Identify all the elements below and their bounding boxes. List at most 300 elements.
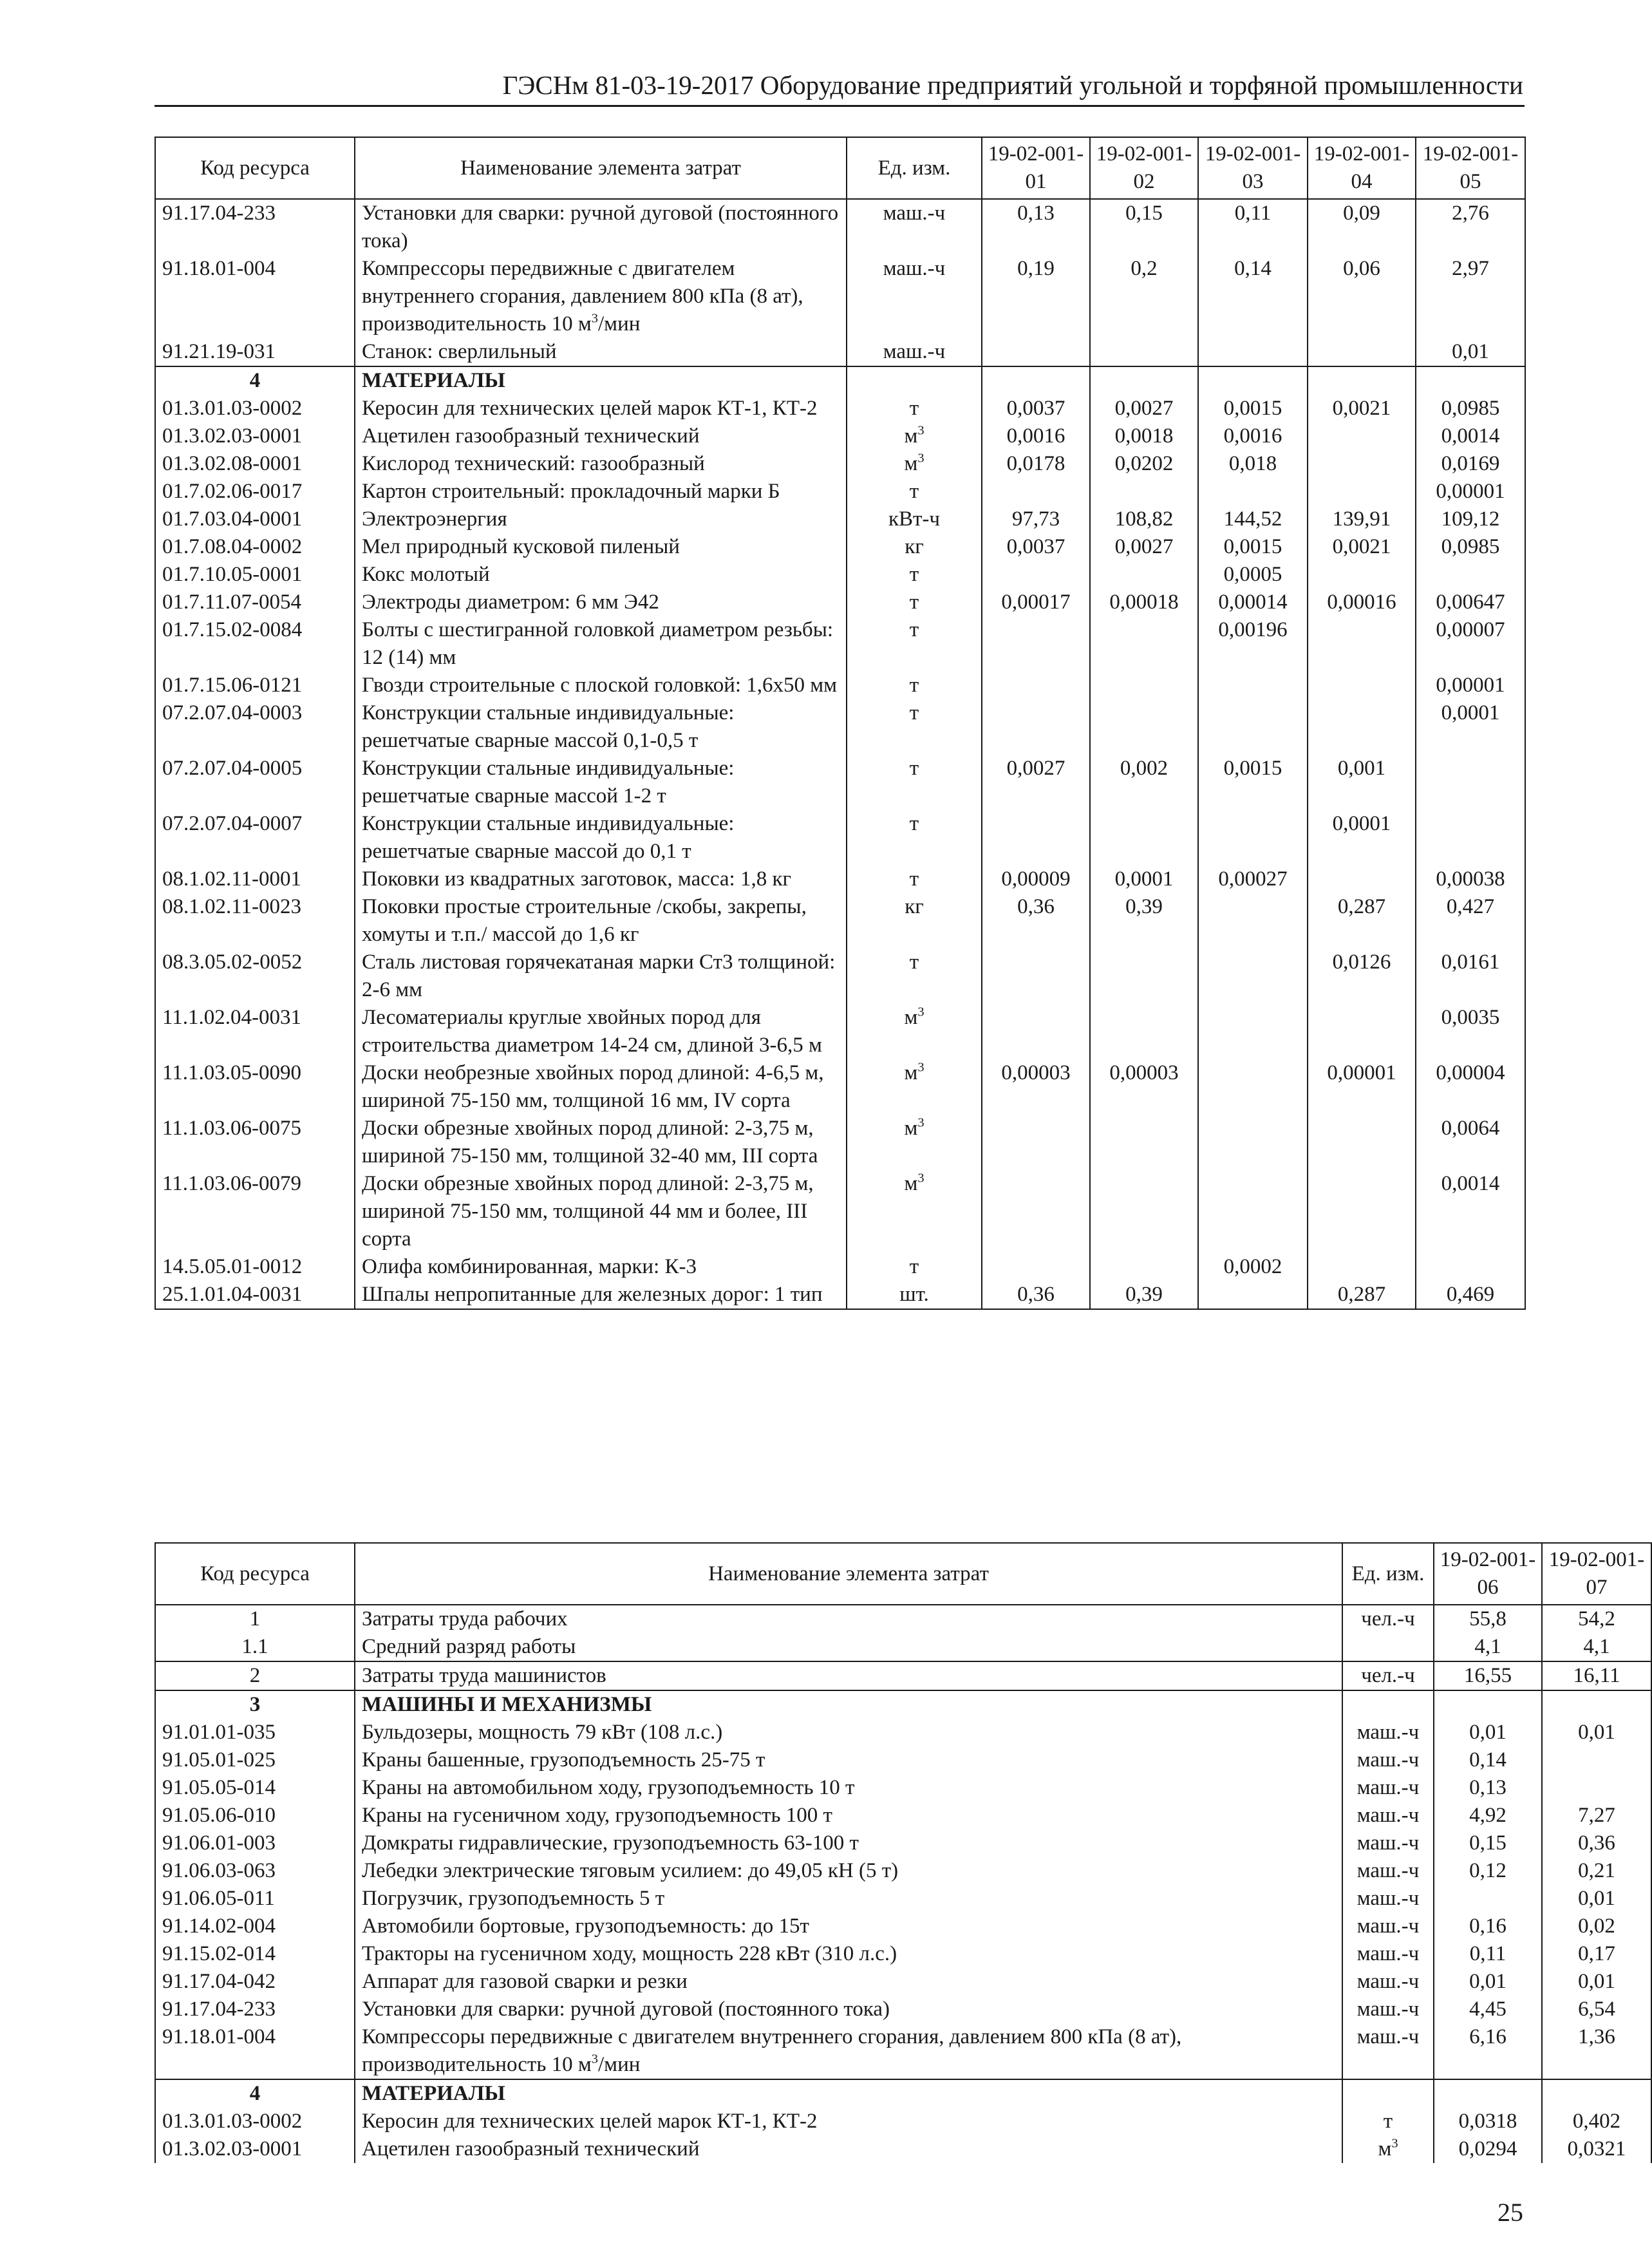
value-cell: 0,0002 xyxy=(1198,1253,1308,1281)
resource-code-cell: 07.2.07.04-0003 xyxy=(155,699,355,755)
value-cell xyxy=(1198,810,1308,865)
table-row xyxy=(155,199,1525,255)
resource-name-cell: Кокс молотый xyxy=(355,561,847,589)
resource-name-cell: Лесоматериалы круглые хвойных пород для строительства диаметром 14-24 см, длиной 3-6,5 м xyxy=(355,1004,847,1059)
unit-cell: маш.-ч xyxy=(1342,1719,1434,1746)
value-cell: 0,0014 xyxy=(1416,422,1525,450)
value-cell xyxy=(1198,366,1308,395)
table-row xyxy=(155,255,1525,338)
value-cell: 0,02 xyxy=(1542,1913,1651,1940)
unit-cell: чел.-ч xyxy=(1342,1605,1434,1633)
column-header: 19-02-001-05 xyxy=(1416,137,1525,199)
column-header: Ед. изм. xyxy=(1342,1543,1434,1605)
value-cell: 0,01 xyxy=(1434,1719,1542,1746)
value-cell xyxy=(1308,1004,1416,1059)
resource-name-cell: Тракторы на гусеничном ходу, мощность 228 кВт (310 л.с.) xyxy=(355,1940,1342,1968)
resource-name-cell: Аппарат для газовой сварки и резки xyxy=(355,1968,1342,1996)
table-row xyxy=(155,1281,1525,1309)
resource-name-cell: Автомобили бортовые, грузоподъемность: до 15т xyxy=(355,1913,1342,1940)
table-row xyxy=(155,1857,1651,1885)
table-row xyxy=(155,1633,1651,1661)
resource-name-cell: Керосин для технических целей марок КТ-1, КТ-2 xyxy=(355,395,847,422)
table-row xyxy=(155,1605,1651,1633)
page-number: 25 xyxy=(1497,2198,1523,2227)
page-header-title: ГЭСНм 81-03-19-2017 Оборудование предприятий угольной и торфяной промышленности xyxy=(502,70,1523,100)
value-cell: 0,0161 xyxy=(1416,949,1525,1004)
value-cell xyxy=(982,810,1090,865)
value-cell xyxy=(1434,2079,1542,2108)
value-cell xyxy=(1198,478,1308,506)
table-row xyxy=(155,1968,1651,1996)
unit-cell: чел.-ч xyxy=(1342,1661,1434,1690)
resource-name-cell: МАШИНЫ И МЕХАНИЗМЫ xyxy=(355,1690,1342,1719)
resource-code-cell: 91.05.01-025 xyxy=(155,1746,355,1774)
resource-name-cell: Бульдозеры, мощность 79 кВт (108 л.с.) xyxy=(355,1719,1342,1746)
value-cell xyxy=(982,1115,1090,1170)
value-cell: 0,19 xyxy=(982,255,1090,338)
resource-code-cell: 01.7.08.04-0002 xyxy=(155,533,355,561)
value-cell: 0,2 xyxy=(1090,255,1198,338)
resource-name-cell: Краны на гусеничном ходу, грузоподъемность 100 т xyxy=(355,1802,1342,1829)
resource-name-cell: Лебедки электрические тяговым усилием: до 49,05 кН (5 т) xyxy=(355,1857,1342,1885)
resource-name-cell: Электроды диаметром: 6 мм Э42 xyxy=(355,589,847,616)
value-cell xyxy=(1308,366,1416,395)
value-cell: 144,52 xyxy=(1198,506,1308,533)
value-cell xyxy=(1090,1115,1198,1170)
value-cell: 0,0021 xyxy=(1308,533,1416,561)
value-cell: 0,01 xyxy=(1542,1885,1651,1913)
value-cell: 0,11 xyxy=(1198,199,1308,255)
value-cell xyxy=(982,1253,1090,1281)
value-cell: 16,55 xyxy=(1434,1661,1542,1690)
value-cell xyxy=(982,561,1090,589)
table-row xyxy=(155,1885,1651,1913)
resource-code-cell: 11.1.02.04-0031 xyxy=(155,1004,355,1059)
value-cell: 0,0126 xyxy=(1308,949,1416,1004)
resource-name-cell: Доски обрезные хвойных пород длиной: 2-3,75 м, шириной 75-150 мм, толщиной 44 мм и более, III сорта xyxy=(355,1170,847,1253)
value-cell: 2,97 xyxy=(1416,255,1525,338)
resource-code-cell: 91.06.05-011 xyxy=(155,1885,355,1913)
value-cell: 0,00027 xyxy=(1198,865,1308,893)
value-cell: 0,16 xyxy=(1434,1913,1542,1940)
column-header: Наименование элемента затрат xyxy=(355,137,847,199)
resource-name-cell: МАТЕРИАЛЫ xyxy=(355,2079,1342,2108)
value-cell xyxy=(1198,949,1308,1004)
value-cell: 0,15 xyxy=(1090,199,1198,255)
value-cell: 0,00017 xyxy=(982,589,1090,616)
unit-cell: кг xyxy=(847,533,982,561)
unit-cell: т xyxy=(1342,2108,1434,2135)
resource-code-cell: 01.7.15.06-0121 xyxy=(155,672,355,699)
resource-code-cell: 91.18.01-004 xyxy=(155,255,355,338)
table-row xyxy=(155,672,1525,699)
table-row xyxy=(155,810,1525,865)
value-cell xyxy=(1090,338,1198,366)
table-row xyxy=(155,865,1525,893)
unit-cell: кг xyxy=(847,893,982,949)
value-cell: 4,92 xyxy=(1434,1802,1542,1829)
value-cell: 0,00001 xyxy=(1308,1059,1416,1115)
unit-cell: маш.-ч xyxy=(1342,1996,1434,2023)
unit-cell: т xyxy=(847,810,982,865)
table-row xyxy=(155,893,1525,949)
value-cell xyxy=(1198,1281,1308,1309)
value-cell: 0,0985 xyxy=(1416,533,1525,561)
table-row xyxy=(155,1829,1651,1857)
resource-name-cell: Электроэнергия xyxy=(355,506,847,533)
value-cell xyxy=(982,672,1090,699)
value-cell: 0,0015 xyxy=(1198,395,1308,422)
value-cell: 0,0318 xyxy=(1434,2108,1542,2135)
value-cell xyxy=(1090,478,1198,506)
value-cell xyxy=(1198,1059,1308,1115)
value-cell xyxy=(1434,1690,1542,1719)
resource-code-cell: 01.7.02.06-0017 xyxy=(155,478,355,506)
value-cell xyxy=(1542,2079,1651,2108)
unit-cell: $м^3$ xyxy=(847,1004,982,1059)
resource-name-cell: Мел природный кусковой пиленый xyxy=(355,533,847,561)
table-row xyxy=(155,949,1525,1004)
resource-name-cell: Ацетилен газообразный технический xyxy=(355,2135,1342,2163)
value-cell: 0,0021 xyxy=(1308,395,1416,422)
value-cell xyxy=(982,699,1090,755)
value-cell: 2,76 xyxy=(1416,199,1525,255)
value-cell: 0,0005 xyxy=(1198,561,1308,589)
column-header: 19-02-001-02 xyxy=(1090,137,1198,199)
value-cell: 0,427 xyxy=(1416,893,1525,949)
value-cell: 0,17 xyxy=(1542,1940,1651,1968)
resource-code-cell: 11.1.03.06-0075 xyxy=(155,1115,355,1170)
unit-cell: $м^3$ xyxy=(847,1115,982,1170)
resource-name-cell: Гвозди строительные с плоской головкой: 1,6x50 мм xyxy=(355,672,847,699)
value-cell xyxy=(1308,422,1416,450)
value-cell: 0,00007 xyxy=(1416,616,1525,672)
resource-name-cell: Компрессоры передвижные с двигателем внутреннего сгорания, давлением 800 кПа (8 ат), производительность 10 $м^3$/мин xyxy=(355,255,847,338)
unit-cell: т xyxy=(847,478,982,506)
table-header-row xyxy=(155,137,1525,199)
unit-cell: т xyxy=(847,616,982,672)
resource-code-cell: 2 xyxy=(155,1661,355,1690)
resource-code-cell: 91.06.01-003 xyxy=(155,1829,355,1857)
value-cell xyxy=(1090,1253,1198,1281)
table-header-row xyxy=(155,1543,1651,1605)
value-cell xyxy=(982,616,1090,672)
column-header: 19-02-001-01 xyxy=(982,137,1090,199)
unit-cell: т xyxy=(847,755,982,810)
value-cell xyxy=(1090,1004,1198,1059)
table-row xyxy=(155,1913,1651,1940)
resource-name-cell: Погрузчик, грузоподъемность 5 т xyxy=(355,1885,1342,1913)
value-cell: 0,0016 xyxy=(1198,422,1308,450)
value-cell: 0,00001 xyxy=(1416,672,1525,699)
value-cell xyxy=(982,1004,1090,1059)
value-cell: 16,11 xyxy=(1542,1661,1651,1690)
unit-cell: $м^3$ xyxy=(847,450,982,478)
resource-name-cell: Олифа комбинированная, марки: К-3 xyxy=(355,1253,847,1281)
value-cell xyxy=(1308,865,1416,893)
resource-code-cell: 91.01.01-035 xyxy=(155,1719,355,1746)
value-cell: 0,01 xyxy=(1542,1968,1651,1996)
column-header: Код ресурса xyxy=(155,137,355,199)
resource-code-cell: 11.1.03.05-0090 xyxy=(155,1059,355,1115)
table-row xyxy=(155,450,1525,478)
resource-name-cell: Доски необрезные хвойных пород длиной: 4-6,5 м, шириной 75-150 мм, толщиной 16 мм, IV сорта xyxy=(355,1059,847,1115)
resource-name-cell: Средний разряд работы xyxy=(355,1633,1342,1661)
value-cell xyxy=(1090,1170,1198,1253)
unit-cell: маш.-ч xyxy=(847,199,982,255)
resource-code-cell: 91.17.04-042 xyxy=(155,1968,355,1996)
value-cell: 0,0985 xyxy=(1416,395,1525,422)
value-cell: 0,36 xyxy=(982,1281,1090,1309)
value-cell: 0,0169 xyxy=(1416,450,1525,478)
column-header: 19-02-001-06 xyxy=(1434,1543,1542,1605)
value-cell xyxy=(1308,1115,1416,1170)
table-row xyxy=(155,1170,1525,1253)
resource-name-cell: Краны на автомобильном ходу, грузоподъемность 10 т xyxy=(355,1774,1342,1802)
resource-code-cell: 25.1.01.04-0031 xyxy=(155,1281,355,1309)
resource-table-1 xyxy=(155,137,1526,1310)
value-cell: 0,402 xyxy=(1542,2108,1651,2135)
value-cell xyxy=(1198,672,1308,699)
unit-cell xyxy=(1342,2079,1434,2108)
unit-cell: маш.-ч xyxy=(847,338,982,366)
table-row xyxy=(155,422,1525,450)
value-cell: 54,2 xyxy=(1542,1605,1651,1633)
resource-code-cell: 01.7.10.05-0001 xyxy=(155,561,355,589)
resource-code-cell: 4 xyxy=(155,2079,355,2108)
value-cell xyxy=(1308,561,1416,589)
value-cell: 0,0016 xyxy=(982,422,1090,450)
value-cell: 7,27 xyxy=(1542,1802,1651,1829)
value-cell: 0,09 xyxy=(1308,199,1416,255)
table-row xyxy=(155,1059,1525,1115)
table-row xyxy=(155,2108,1651,2135)
column-header: 19-02-001-04 xyxy=(1308,137,1416,199)
resource-code-cell: 1.1 xyxy=(155,1633,355,1661)
table-row xyxy=(155,1690,1651,1719)
value-cell: 0,0037 xyxy=(982,395,1090,422)
unit-cell: маш.-ч xyxy=(1342,1968,1434,1996)
resource-name-cell: Болты с шестигранной головкой диаметром резьбы: 12 (14) мм xyxy=(355,616,847,672)
unit-cell: т xyxy=(847,865,982,893)
table-row xyxy=(155,1661,1651,1690)
resource-code-cell: 11.1.03.06-0079 xyxy=(155,1170,355,1253)
value-cell: 0,11 xyxy=(1434,1940,1542,1968)
value-cell: 0,0001 xyxy=(1090,865,1198,893)
table-row xyxy=(155,1996,1651,2023)
value-cell: 0,0037 xyxy=(982,533,1090,561)
value-cell xyxy=(1090,561,1198,589)
value-cell xyxy=(1416,810,1525,865)
table-row xyxy=(155,2079,1651,2108)
unit-cell xyxy=(847,366,982,395)
resource-code-cell: 14.5.05.01-0012 xyxy=(155,1253,355,1281)
table-row xyxy=(155,506,1525,533)
resource-code-cell: 01.7.15.02-0084 xyxy=(155,616,355,672)
table-row xyxy=(155,1719,1651,1746)
resource-name-cell: Картон строительный: прокладочный марки Б xyxy=(355,478,847,506)
resource-name-cell: Затраты труда рабочих xyxy=(355,1605,1342,1633)
table-row xyxy=(155,1940,1651,1968)
table-row xyxy=(155,1746,1651,1774)
table-row xyxy=(155,1774,1651,1802)
column-header: Код ресурса xyxy=(155,1543,355,1605)
value-cell xyxy=(1198,1004,1308,1059)
value-cell xyxy=(1416,1253,1525,1281)
value-cell: 0,0018 xyxy=(1090,422,1198,450)
table-row xyxy=(155,699,1525,755)
resource-code-cell: 91.21.19-031 xyxy=(155,338,355,366)
value-cell xyxy=(1416,561,1525,589)
value-cell xyxy=(982,949,1090,1004)
unit-cell: т xyxy=(847,395,982,422)
table-row xyxy=(155,1253,1525,1281)
value-cell: 0,287 xyxy=(1308,1281,1416,1309)
value-cell: 0,0027 xyxy=(982,755,1090,810)
resource-code-cell: 91.17.04-233 xyxy=(155,199,355,255)
value-cell: 0,15 xyxy=(1434,1829,1542,1857)
resource-name-cell: Конструкции стальные индивидуальные: решетчатые сварные массой 0,1-0,5 т xyxy=(355,699,847,755)
value-cell: 97,73 xyxy=(982,506,1090,533)
resource-name-cell: Поковки простые строительные /скобы, закрепы, хомуты и т.п./ массой до 1,6 кг xyxy=(355,893,847,949)
resource-name-cell: Ацетилен газообразный технический xyxy=(355,422,847,450)
unit-cell xyxy=(1342,1633,1434,1661)
column-header: 19-02-001-03 xyxy=(1198,137,1308,199)
value-cell: 0,01 xyxy=(1542,1719,1651,1746)
value-cell: 0,0015 xyxy=(1198,755,1308,810)
value-cell: 0,01 xyxy=(1416,338,1525,366)
resource-code-cell: 91.05.05-014 xyxy=(155,1774,355,1802)
value-cell: 0,0001 xyxy=(1308,810,1416,865)
resource-code-cell: 91.17.04-233 xyxy=(155,1996,355,2023)
table-row xyxy=(155,589,1525,616)
value-cell: 0,00001 xyxy=(1416,478,1525,506)
value-cell xyxy=(1308,616,1416,672)
resource-name-cell: Сталь листовая горячекатаная марки Ст3 толщиной: 2-6 мм xyxy=(355,949,847,1004)
value-cell: 0,36 xyxy=(982,893,1090,949)
value-cell xyxy=(1198,1115,1308,1170)
value-cell xyxy=(1542,1774,1651,1802)
value-cell: 0,0027 xyxy=(1090,533,1198,561)
resource-code-cell: 91.05.06-010 xyxy=(155,1802,355,1829)
value-cell: 0,0202 xyxy=(1090,450,1198,478)
value-cell: 108,82 xyxy=(1090,506,1198,533)
value-cell: 4,1 xyxy=(1434,1633,1542,1661)
resource-code-cell: 01.7.11.07-0054 xyxy=(155,589,355,616)
column-header: 19-02-001-07 xyxy=(1542,1543,1651,1605)
unit-cell xyxy=(1342,1690,1434,1719)
value-cell: 0,36 xyxy=(1542,1829,1651,1857)
value-cell: 0,14 xyxy=(1434,1746,1542,1774)
unit-cell: т xyxy=(847,672,982,699)
value-cell xyxy=(982,338,1090,366)
value-cell: 0,00003 xyxy=(982,1059,1090,1115)
table-row xyxy=(155,616,1525,672)
resource-name-cell: Станок: сверлильный xyxy=(355,338,847,366)
resource-code-cell: 01.3.01.03-0002 xyxy=(155,2108,355,2135)
resource-code-cell: 91.14.02-004 xyxy=(155,1913,355,1940)
unit-cell: маш.-ч xyxy=(1342,1940,1434,1968)
value-cell: 0,0027 xyxy=(1090,395,1198,422)
resource-code-cell: 08.1.02.11-0023 xyxy=(155,893,355,949)
table-row xyxy=(155,366,1525,395)
value-cell xyxy=(1308,338,1416,366)
value-cell xyxy=(1308,450,1416,478)
resource-code-cell: 07.2.07.04-0007 xyxy=(155,810,355,865)
value-cell xyxy=(1090,810,1198,865)
value-cell: 0,00038 xyxy=(1416,865,1525,893)
resource-code-cell: 91.18.01-004 xyxy=(155,2023,355,2079)
value-cell: 0,287 xyxy=(1308,893,1416,949)
value-cell: 0,001 xyxy=(1308,755,1416,810)
resource-name-cell: Конструкции стальные индивидуальные: решетчатые сварные массой до 0,1 т xyxy=(355,810,847,865)
value-cell xyxy=(1090,616,1198,672)
resource-name-cell: Установки для сварки: ручной дуговой (постоянного тока) xyxy=(355,1996,1342,2023)
unit-cell: маш.-ч xyxy=(1342,1829,1434,1857)
value-cell xyxy=(982,366,1090,395)
value-cell: 0,21 xyxy=(1542,1857,1651,1885)
table-row xyxy=(155,338,1525,366)
value-cell: 0,01 xyxy=(1434,1968,1542,1996)
table-row xyxy=(155,2135,1651,2163)
resource-code-cell: 07.2.07.04-0005 xyxy=(155,755,355,810)
value-cell: 0,002 xyxy=(1090,755,1198,810)
unit-cell: маш.-ч xyxy=(1342,1857,1434,1885)
resource-name-cell: МАТЕРИАЛЫ xyxy=(355,366,847,395)
value-cell: 0,0001 xyxy=(1416,699,1525,755)
unit-cell: т xyxy=(847,1253,982,1281)
value-cell: 6,54 xyxy=(1542,1996,1651,2023)
value-cell: 0,00004 xyxy=(1416,1059,1525,1115)
table-row xyxy=(155,533,1525,561)
value-cell: 139,91 xyxy=(1308,506,1416,533)
resource-name-cell: Доски обрезные хвойных пород длиной: 2-3,75 м, шириной 75-150 мм, толщиной 32-40 мм, III сорта xyxy=(355,1115,847,1170)
value-cell: 6,16 xyxy=(1434,2023,1542,2079)
value-cell: 0,0294 xyxy=(1434,2135,1542,2163)
unit-cell: маш.-ч xyxy=(1342,1774,1434,1802)
value-cell xyxy=(1542,1746,1651,1774)
value-cell xyxy=(1198,893,1308,949)
unit-cell: маш.-ч xyxy=(1342,1746,1434,1774)
value-cell: 0,06 xyxy=(1308,255,1416,338)
value-cell: 0,39 xyxy=(1090,893,1198,949)
column-header: Ед. изм. xyxy=(847,137,982,199)
unit-cell: $м^3$ xyxy=(1342,2135,1434,2163)
value-cell: 4,1 xyxy=(1542,1633,1651,1661)
unit-cell: маш.-ч xyxy=(847,255,982,338)
column-header: Наименование элемента затрат xyxy=(355,1543,1342,1605)
value-cell xyxy=(1416,755,1525,810)
value-cell: 0,0321 xyxy=(1542,2135,1651,2163)
unit-cell: маш.-ч xyxy=(1342,1885,1434,1913)
table-row xyxy=(155,395,1525,422)
value-cell xyxy=(1416,366,1525,395)
value-cell: 0,00018 xyxy=(1090,589,1198,616)
value-cell xyxy=(1090,672,1198,699)
value-cell xyxy=(1308,478,1416,506)
value-cell: 0,018 xyxy=(1198,450,1308,478)
table-row xyxy=(155,1802,1651,1829)
table-row xyxy=(155,755,1525,810)
unit-cell: шт. xyxy=(847,1281,982,1309)
resource-code-cell: 01.3.01.03-0002 xyxy=(155,395,355,422)
value-cell: 0,39 xyxy=(1090,1281,1198,1309)
unit-cell: $м^3$ xyxy=(847,1059,982,1115)
value-cell xyxy=(1090,366,1198,395)
unit-cell: т xyxy=(847,589,982,616)
value-cell xyxy=(1308,1170,1416,1253)
value-cell xyxy=(1308,1253,1416,1281)
